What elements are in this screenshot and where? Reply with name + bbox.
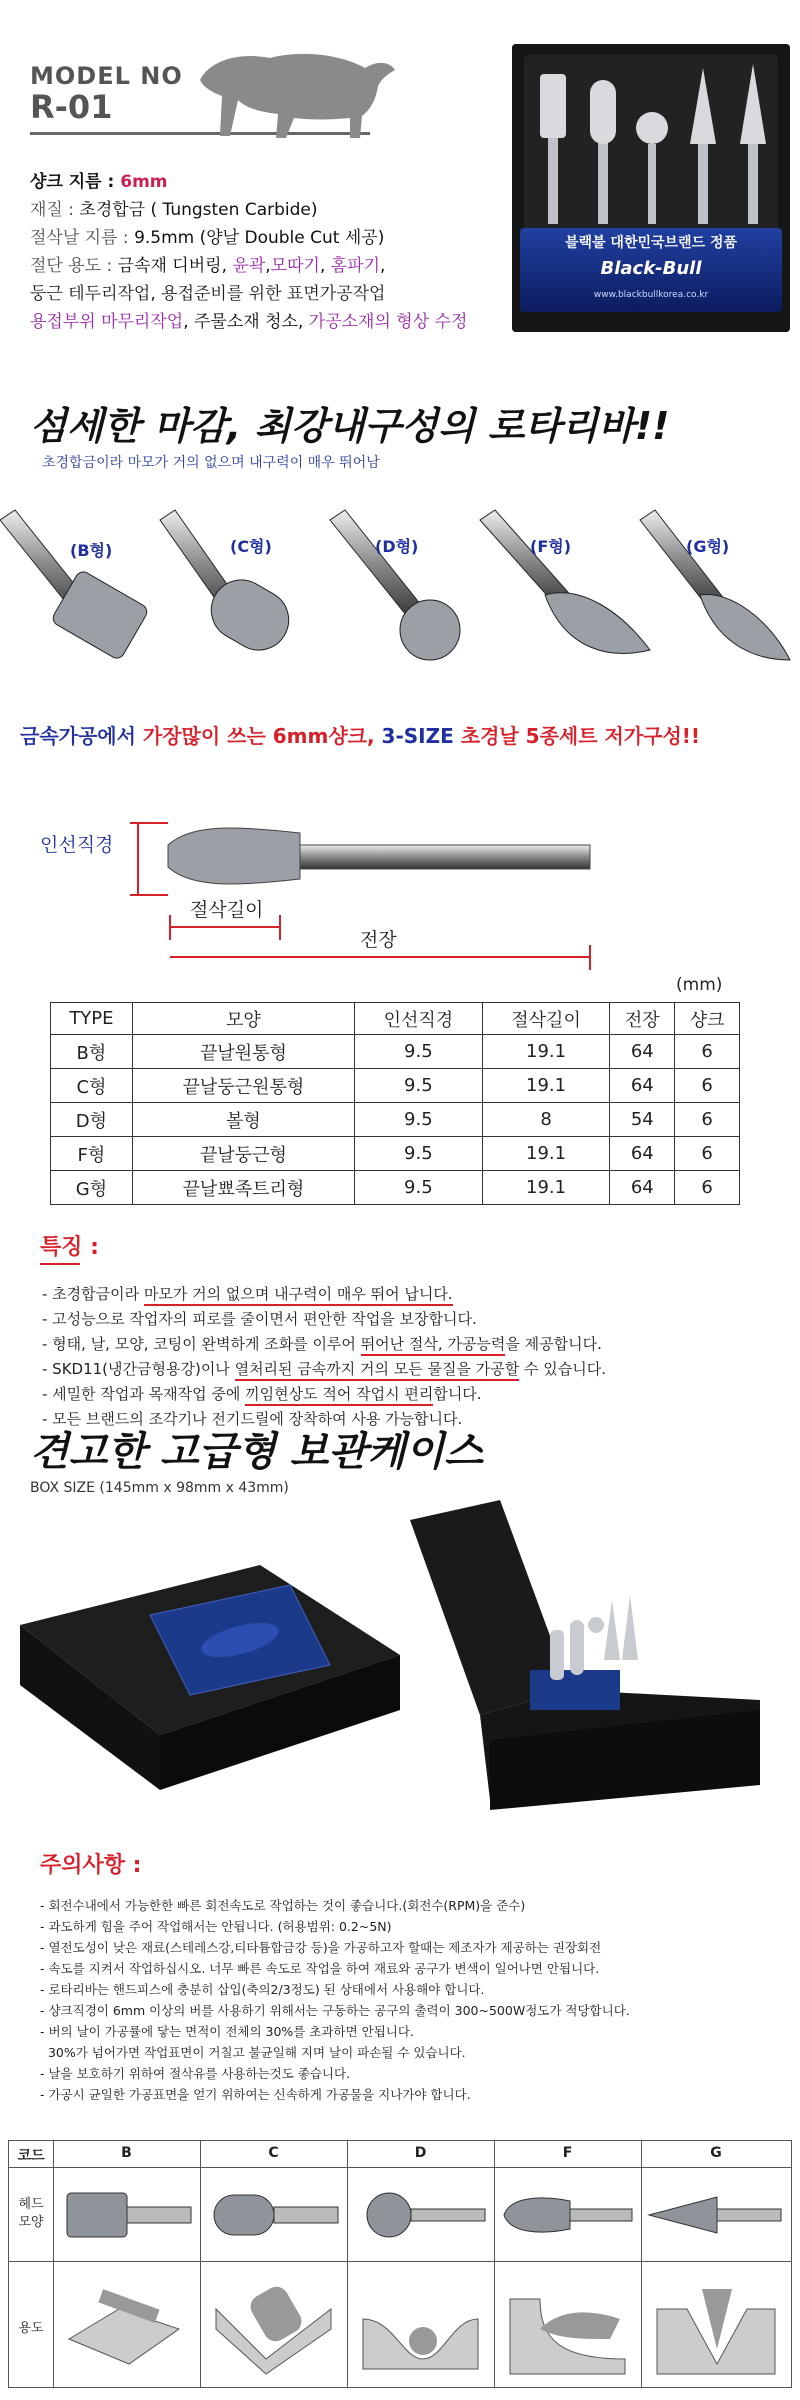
spec-table-header-row bbox=[51, 1003, 740, 1035]
col-diameter: 인선직경 bbox=[354, 1003, 482, 1035]
usage-table-head-label-1: 헤드 bbox=[18, 2197, 44, 2212]
diagram-diameter-label: 인선직경 bbox=[40, 834, 114, 856]
model-no-label: MODEL NO bbox=[30, 62, 183, 90]
caution-title: 주의사항 : bbox=[40, 1853, 142, 1878]
feature-highlight: 마모가 거의 없으며 내구력이 매우 뛰어 납니다. bbox=[144, 1285, 453, 1306]
col-shape: 모양 bbox=[132, 1003, 354, 1035]
spec-use-text-2: 윤곽 bbox=[232, 256, 266, 276]
list-item: - 가공시 균일한 가공표면을 얻기 위하여는 신속하게 가공물을 지나가야 합니다. bbox=[40, 2087, 471, 2102]
table-cell: 6 bbox=[675, 1103, 740, 1137]
spec-line4: 둥근 테두리작업, 용접준비를 위한 표면가공작업 bbox=[30, 284, 386, 304]
list-item: - 로타리바는 핸드피스에 충분히 삽입(축의2/3정도) 된 상태에서 사용해야 합니다. bbox=[40, 1982, 485, 1997]
table-cell: 6 bbox=[675, 1137, 740, 1171]
feature-text: 합니다. bbox=[433, 1385, 482, 1403]
usage-table-code-f: F bbox=[562, 2145, 573, 2161]
usage-b-image bbox=[59, 2269, 194, 2381]
table-cell: 64 bbox=[610, 1069, 675, 1103]
feature-highlight: 뛰어난 절삭, 가공능력 bbox=[361, 1335, 506, 1356]
list-item bbox=[42, 1307, 606, 1332]
features-underline bbox=[40, 1263, 80, 1265]
spec-cut-value: 9.5mm (양날 Double Cut 세공) bbox=[134, 228, 385, 248]
case-box-size: BOX SIZE (145mm x 98mm x 43mm) bbox=[30, 1480, 289, 1496]
table-cell: 19.1 bbox=[482, 1069, 610, 1103]
list-item bbox=[42, 1382, 606, 1407]
table-cell: 9.5 bbox=[354, 1171, 482, 1205]
features-title: 특징 : bbox=[40, 1235, 99, 1260]
divider bbox=[53, 2141, 54, 2387]
divider bbox=[9, 2261, 791, 2262]
table-cell: D형 bbox=[51, 1103, 133, 1137]
usage-c-image bbox=[206, 2269, 341, 2381]
usage-table-code-g: G bbox=[710, 2145, 722, 2161]
table-cell: 19.1 bbox=[482, 1137, 610, 1171]
spec-cut bbox=[30, 224, 384, 252]
feature-text: - 모든 브랜드의 조각기나 전기드릴에 장착하여 사용 가능합니다. bbox=[42, 1410, 463, 1428]
table-row bbox=[51, 1103, 740, 1137]
table-cell: 9.5 bbox=[354, 1035, 482, 1069]
table-cell: 64 bbox=[610, 1137, 675, 1171]
usage-table-code-d: D bbox=[414, 2145, 427, 2161]
box-label-url: www.blackbullkorea.co.kr bbox=[593, 290, 709, 300]
table-cell: 끝날둥근원통형 bbox=[132, 1069, 354, 1103]
headline-subtitle: 초경합금이라 마모가 거의 없으며 내구력이 매우 뛰어남 bbox=[42, 455, 380, 471]
table-cell: 끝날둥근형 bbox=[132, 1137, 354, 1171]
usage-table-code-b: B bbox=[121, 2145, 132, 2161]
tagline bbox=[20, 720, 700, 749]
feature-highlight: 열처리된 금속까지 거의 모든 물질을 가공할 bbox=[235, 1360, 520, 1381]
spec-use-text-5: , bbox=[319, 256, 331, 276]
list-item: - 회전수내에서 가능한한 빠른 회전속도로 작업하는 것이 좋습니다.(회전수(RPM)을 준수) bbox=[40, 1898, 526, 1913]
table-cell: 64 bbox=[610, 1035, 675, 1069]
table-cell: 9.5 bbox=[354, 1069, 482, 1103]
head-shape-d-image bbox=[353, 2179, 488, 2251]
spec-shank-label: 샹크 지름 : bbox=[30, 172, 121, 192]
feature-text: 수 있습니다. bbox=[519, 1360, 607, 1378]
caution-list bbox=[40, 1895, 630, 2105]
box-label-line1: 블랙불 대한민국브랜드 정품 bbox=[564, 235, 738, 251]
diagram-total-length-label: 전장 bbox=[360, 929, 397, 951]
head-shape-b-image bbox=[59, 2179, 194, 2251]
spec-use-text-7: , bbox=[380, 256, 386, 276]
table-cell: 끝날원통형 bbox=[132, 1035, 354, 1069]
bur-label-f: (F형) bbox=[530, 537, 572, 556]
spec-material bbox=[30, 196, 318, 224]
table-cell: 9.5 bbox=[354, 1103, 482, 1137]
col-total-length: 전장 bbox=[610, 1003, 675, 1035]
usage-table-head-label-2: 모양 bbox=[18, 2215, 44, 2230]
spec-line5-c: 가공소재의 형상 수정 bbox=[308, 312, 468, 332]
tagline-part3: 3-SIZE bbox=[381, 724, 461, 748]
spec-use-text-4: 모따기 bbox=[270, 256, 320, 276]
usage-table bbox=[8, 2140, 792, 2388]
table-cell: 64 bbox=[610, 1171, 675, 1205]
table-cell: 9.5 bbox=[354, 1137, 482, 1171]
feature-highlight: 끼임현상도 적어 작업시 편리 bbox=[245, 1385, 433, 1406]
head-shape-c-image bbox=[206, 2179, 341, 2251]
table-row bbox=[51, 1069, 740, 1103]
divider bbox=[200, 2141, 201, 2387]
tagline-part2: 가장많이 쓰는 6mm샹크, bbox=[142, 724, 382, 748]
usage-d-image bbox=[353, 2269, 488, 2381]
usage-f-image bbox=[500, 2269, 635, 2381]
col-cut-length: 절삭길이 bbox=[482, 1003, 610, 1035]
head-shape-g-image bbox=[647, 2179, 785, 2251]
bull-logo bbox=[190, 40, 400, 140]
feature-text: - 초경합금이라 bbox=[42, 1285, 144, 1303]
head-shape-f-image bbox=[500, 2179, 635, 2251]
divider bbox=[641, 2141, 642, 2387]
table-row bbox=[51, 1035, 740, 1069]
feature-text: - SKD11(냉간금형용강)이나 bbox=[42, 1360, 235, 1378]
spec-shank bbox=[30, 168, 168, 196]
model-id: R-01 bbox=[30, 88, 113, 126]
divider bbox=[347, 2141, 348, 2387]
bur-label-d: (D형) bbox=[375, 537, 419, 556]
spec-use-text-1: 금속재 디버링, bbox=[117, 256, 233, 276]
box-label bbox=[520, 228, 782, 312]
usage-g-image bbox=[647, 2269, 785, 2381]
spec-line5-a: 용접부위 마무리작업 bbox=[30, 312, 184, 332]
spec-use-text-6: 홈파기 bbox=[330, 256, 381, 276]
spec-use-label: 절단 용도 : bbox=[30, 256, 118, 276]
bur-label-c: (C형) bbox=[230, 537, 272, 556]
feature-text: 을 제공합니다. bbox=[505, 1335, 602, 1353]
col-type: TYPE bbox=[51, 1003, 133, 1035]
list-item: - 샹크직경이 6mm 이상의 버를 사용하기 위해서는 구동하는 공구의 출력이 300~500W정도가 적당합니다. bbox=[40, 2003, 630, 2018]
list-item: - 속도를 지켜서 작업하십시오. 너무 빠른 속도로 작업을 하여 재료와 공구가 변색이 일어나면 안됩니다. bbox=[40, 1961, 600, 1976]
divider bbox=[9, 2167, 791, 2168]
divider bbox=[494, 2141, 495, 2387]
table-cell: 6 bbox=[675, 1069, 740, 1103]
spec-table bbox=[50, 1002, 740, 1205]
usage-table-code-label: 코드 bbox=[17, 2148, 45, 2164]
list-item bbox=[42, 1357, 606, 1382]
spec-line5-b: , 주물소재 청소, bbox=[183, 312, 309, 332]
list-item bbox=[42, 1282, 606, 1307]
table-cell: 볼형 bbox=[132, 1103, 354, 1137]
table-cell: G형 bbox=[51, 1171, 133, 1205]
feature-text: - 고성능으로 작업자의 피로를 줄이면서 편안한 작업을 보장합니다. bbox=[42, 1310, 477, 1328]
spec-cut-label: 절삭날 지름 : bbox=[30, 228, 135, 248]
col-shank: 샹크 bbox=[675, 1003, 740, 1035]
bur-types-image bbox=[0, 500, 800, 700]
open-case-image bbox=[400, 1500, 790, 1820]
case-title: 견고한 고급형 보관케이스 bbox=[30, 1429, 483, 1475]
table-cell: 8 bbox=[482, 1103, 610, 1137]
table-cell: 54 bbox=[610, 1103, 675, 1137]
list-item bbox=[42, 1332, 606, 1357]
table-cell: 6 bbox=[675, 1171, 740, 1205]
table-cell: 19.1 bbox=[482, 1171, 610, 1205]
spec-material-value: 초경합금 ( Tungsten Carbide) bbox=[79, 200, 318, 220]
table-cell: 끝날뾰족트리형 bbox=[132, 1171, 354, 1205]
feature-text: - 세밀한 작업과 목재작업 중에 bbox=[42, 1385, 246, 1403]
headline-title: 섬세한 마감, 최강내구성의 로타리바!! bbox=[30, 404, 670, 448]
list-item: - 과도하게 힘을 주어 작업해서는 안됩니다. (허용범위: 0.2~5N) bbox=[40, 1919, 392, 1934]
table-unit: (mm) bbox=[676, 975, 723, 995]
table-cell: B형 bbox=[51, 1035, 133, 1069]
table-cell: 19.1 bbox=[482, 1035, 610, 1069]
table-cell: F형 bbox=[51, 1137, 133, 1171]
list-item: 30%가 넘어가면 작업표면이 거칠고 불균일해 지며 날이 파손될 수 있습니다. bbox=[40, 2045, 466, 2060]
usage-table-code-c: C bbox=[268, 2145, 279, 2161]
spec-shank-value: 6mm bbox=[120, 172, 168, 192]
diagram-cut-length-label: 절삭길이 bbox=[190, 899, 264, 921]
feature-text: - 형태, 날, 모양, 코팅이 완벽하게 조화를 이루어 bbox=[42, 1335, 361, 1353]
table-row bbox=[51, 1171, 740, 1205]
list-item: - 날을 보호하기 위하여 절삭유를 사용하는것도 좋습니다. bbox=[40, 2066, 351, 2081]
tagline-part1: 금속가공에서 bbox=[20, 724, 143, 748]
table-cell: C형 bbox=[51, 1069, 133, 1103]
spec-line5 bbox=[30, 308, 467, 336]
usage-table-use-label: 용도 bbox=[18, 2321, 44, 2336]
tagline-part4: 초경날 5종세트 저가구성!! bbox=[460, 724, 701, 748]
closed-case-image bbox=[10, 1545, 410, 1815]
box-label-brand: Black-Bull bbox=[600, 258, 702, 279]
table-cell: 6 bbox=[675, 1035, 740, 1069]
features-list bbox=[42, 1282, 606, 1432]
list-item: - 열전도성이 낮은 재료(스테레스강,티타튬합금강 등)을 가공하고자 할때는 제조자가 제공하는 권장회전 bbox=[40, 1940, 602, 1955]
spec-use-text-3: , bbox=[265, 256, 271, 276]
bur-label-g: (G형) bbox=[686, 537, 730, 556]
bur-label-b: (B형) bbox=[70, 541, 113, 560]
table-row bbox=[51, 1137, 740, 1171]
list-item: - 버의 날이 가공률에 닿는 면적이 전체의 30%를 초과하면 안됩니다. bbox=[40, 2024, 414, 2039]
spec-material-label: 재질 : bbox=[30, 200, 80, 220]
spec-use bbox=[30, 252, 385, 280]
